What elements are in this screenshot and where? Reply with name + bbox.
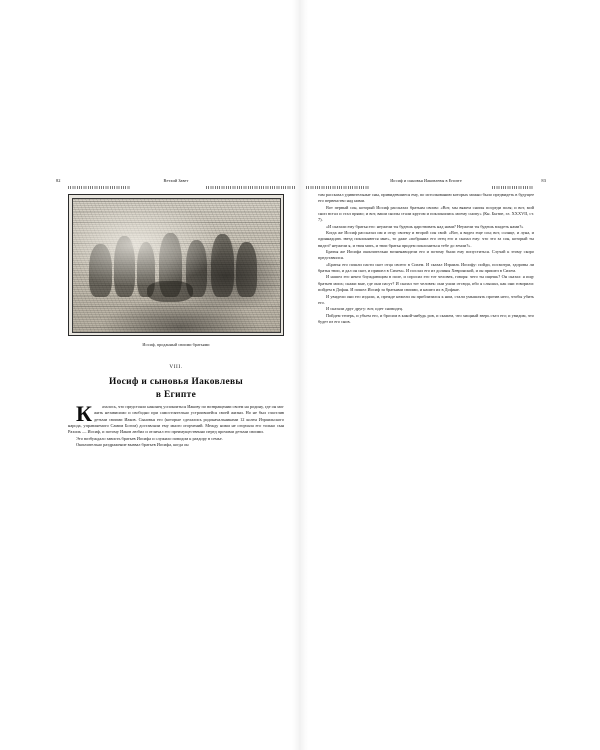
right-page-number: 83	[541, 178, 546, 183]
right-page	[306, 178, 546, 578]
right-body-text	[318, 192, 534, 325]
paragraph: «И сказали ему братья его: неужели ты будешь царствовать над нами? Неужели ты будешь владеть нами?»	[326, 223, 524, 229]
paragraph: Когда же Иосиф рассказал им и отцу своему и второй сон свой: «Вот, я видел еще сон; вот, солнце, и луна, и одиннадцать звезд поклоняются мне», то даже «побранил его отец его и сказал ему: что это за сон, который ты видел? неужели я, и твоя мать, и твои братья придем поклониться тебе до земли?».	[318, 230, 534, 248]
head-rule-right-a	[306, 186, 370, 189]
paragraph: там рассказал удивительные сны, привидевшиеся ему, по истолкованию которых можно было предвидеть в будущее его первенство над ними.	[318, 192, 534, 204]
paragraph: Вот первый сон, который Иосиф рассказал братьям своим: «Вот, мы вяжем снопы посреди поля; и вот, мой сноп встал и стал прямо; и вот, ваши снопы стали кругом и поклонились моему снопу» (Кн. Бытие, гл. XXXVII, ст. 7).	[318, 204, 534, 223]
right-head-title: Иосиф и сыновья Иаковлевы в Египте	[390, 178, 462, 183]
illustration-block	[68, 194, 284, 347]
illustration-caption: Иосиф, проданный своими братьями	[142, 342, 210, 347]
engraving-image	[72, 198, 281, 333]
left-head-title: Ветхий Завет	[163, 178, 189, 183]
left-running-head	[56, 178, 296, 190]
paragraph: Это возбуждало зависть братьев Иосифа и служило поводом к раздору в семье.	[76, 435, 223, 441]
chapter-number: VIII.	[169, 364, 183, 370]
paragraph: Братья же Иосифа окончательно возненавидели его и потому были ему попуститься. Случай к этому скоро представился.	[318, 249, 534, 261]
head-rule-left-a	[68, 186, 130, 189]
left-body-text	[68, 401, 284, 448]
paragraph: И сказали друг другу: вот, идет сновидец.	[326, 306, 404, 312]
paragraph: Пойдем теперь, и убьем его, и бросим в какой-нибудь ров, и скажем, что хищный зверь съел его; и увидим, что будет из его снов.	[318, 312, 534, 324]
chapter-title: Иосиф и сыновья Иаковлевы в Египте	[108, 377, 244, 400]
left-page-number: 82	[56, 178, 61, 183]
left-page	[56, 178, 296, 578]
paragraph: «Братья его пошли пасти скот отца своего в Сихем. И сказал Израиль Иосифу: пойди, посмотри, здоровы ли братья твои, и дал он скот, и пришел в Сихем». И послал его из долины Хевронской, и он пришел в Сихем.	[318, 261, 534, 274]
head-rule-right-b	[492, 186, 534, 189]
paragraph: Окончательно раздражение вызвал братьев Иосифа, когда он	[76, 442, 189, 448]
right-running-head	[306, 178, 546, 190]
head-rule-left-b	[206, 186, 296, 189]
paragraph: И нашел его некто блуждающим в поле, и спросил его тот человек, говоря: чего ты ищешь? Он сказал: я ищу братьев моих; скажи мне, где они пасут? И сказал тот человек: они ушли отсюда, ибо я слышал, как они говорили: пойдем в Дофан. И пошел Иосиф за братьями своими, и нашел их в Дофане.	[318, 274, 534, 293]
engraving-frame	[68, 194, 284, 336]
paragraph	[68, 401, 284, 436]
paragraph: И увидели они его издали, и, прежде нежели он приблизился к ним, стали умышлять против него, чтобы убить его.	[318, 293, 534, 305]
drop-cap: К	[76, 401, 92, 426]
paragraph-text: азалось, что предстояло наконец успокоиться Иакову по возвращении своем на родину, где он мог жить независимо и свободно при самостоятельно устроившейся своей жизни. Но не был счастлив детьми своими Иаков. Сыновья его (которые сделались родоначальниками 12 колен Израильского народа, управляемого Самим Богом) доставляли ему много огорчений. Между ними не огорчала его только сын Рахиль — Иосиф, и потому Иаков любил и отличал его преимущественно перед прочими детьми своими.	[68, 404, 284, 435]
